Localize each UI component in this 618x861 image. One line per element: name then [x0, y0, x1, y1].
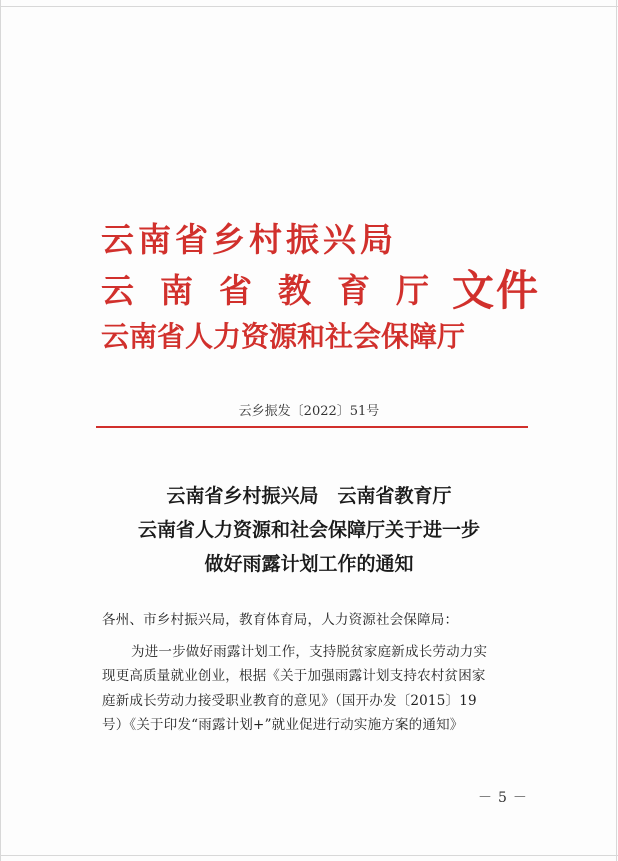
page-border-left: [0, 0, 1, 861]
page-number: －5－: [478, 790, 533, 806]
document-number: 云乡振发〔2022〕51号: [238, 404, 380, 419]
title-line-2: 云南省人力资源和社会保障厅关于进一步: [137, 519, 480, 541]
body-line-2: 现更高质量就业创业，根据《关于加强雨露计划支持农村贫困家: [102, 668, 486, 684]
body-line-1: 为进一步做好雨露计划工作，支持脱贫家庭新成长劳动力实: [131, 644, 488, 660]
document-suffix: 文件: [452, 266, 541, 315]
addressee: 各州、市乡村振兴局，教育体育局，人力资源社会保障局：: [102, 612, 459, 628]
body-line-3: 庭新成长劳动力接受职业教育的意见》（国开办发〔2015〕19: [102, 693, 477, 709]
page-border-bottom: [0, 855, 618, 856]
issuer-rural-revitalization-bureau: 云南省乡村振兴局: [101, 220, 397, 259]
red-separator-line: [96, 426, 528, 428]
title-line-3: 做好雨露计划工作的通知: [204, 553, 414, 575]
page-border-top: [0, 6, 618, 7]
title-line-1: 云南省乡村振兴局 云南省教育厅: [166, 485, 452, 507]
issuer-human-resources-department: 云南省人力资源和社会保障厅: [101, 320, 466, 353]
issuer-education-department: 云南省教育厅: [101, 271, 455, 310]
body-line-4: 号）《关于印发“雨露计划+”就业促进行动实施方案的通知》: [102, 717, 464, 733]
page-border-right: [616, 0, 617, 861]
